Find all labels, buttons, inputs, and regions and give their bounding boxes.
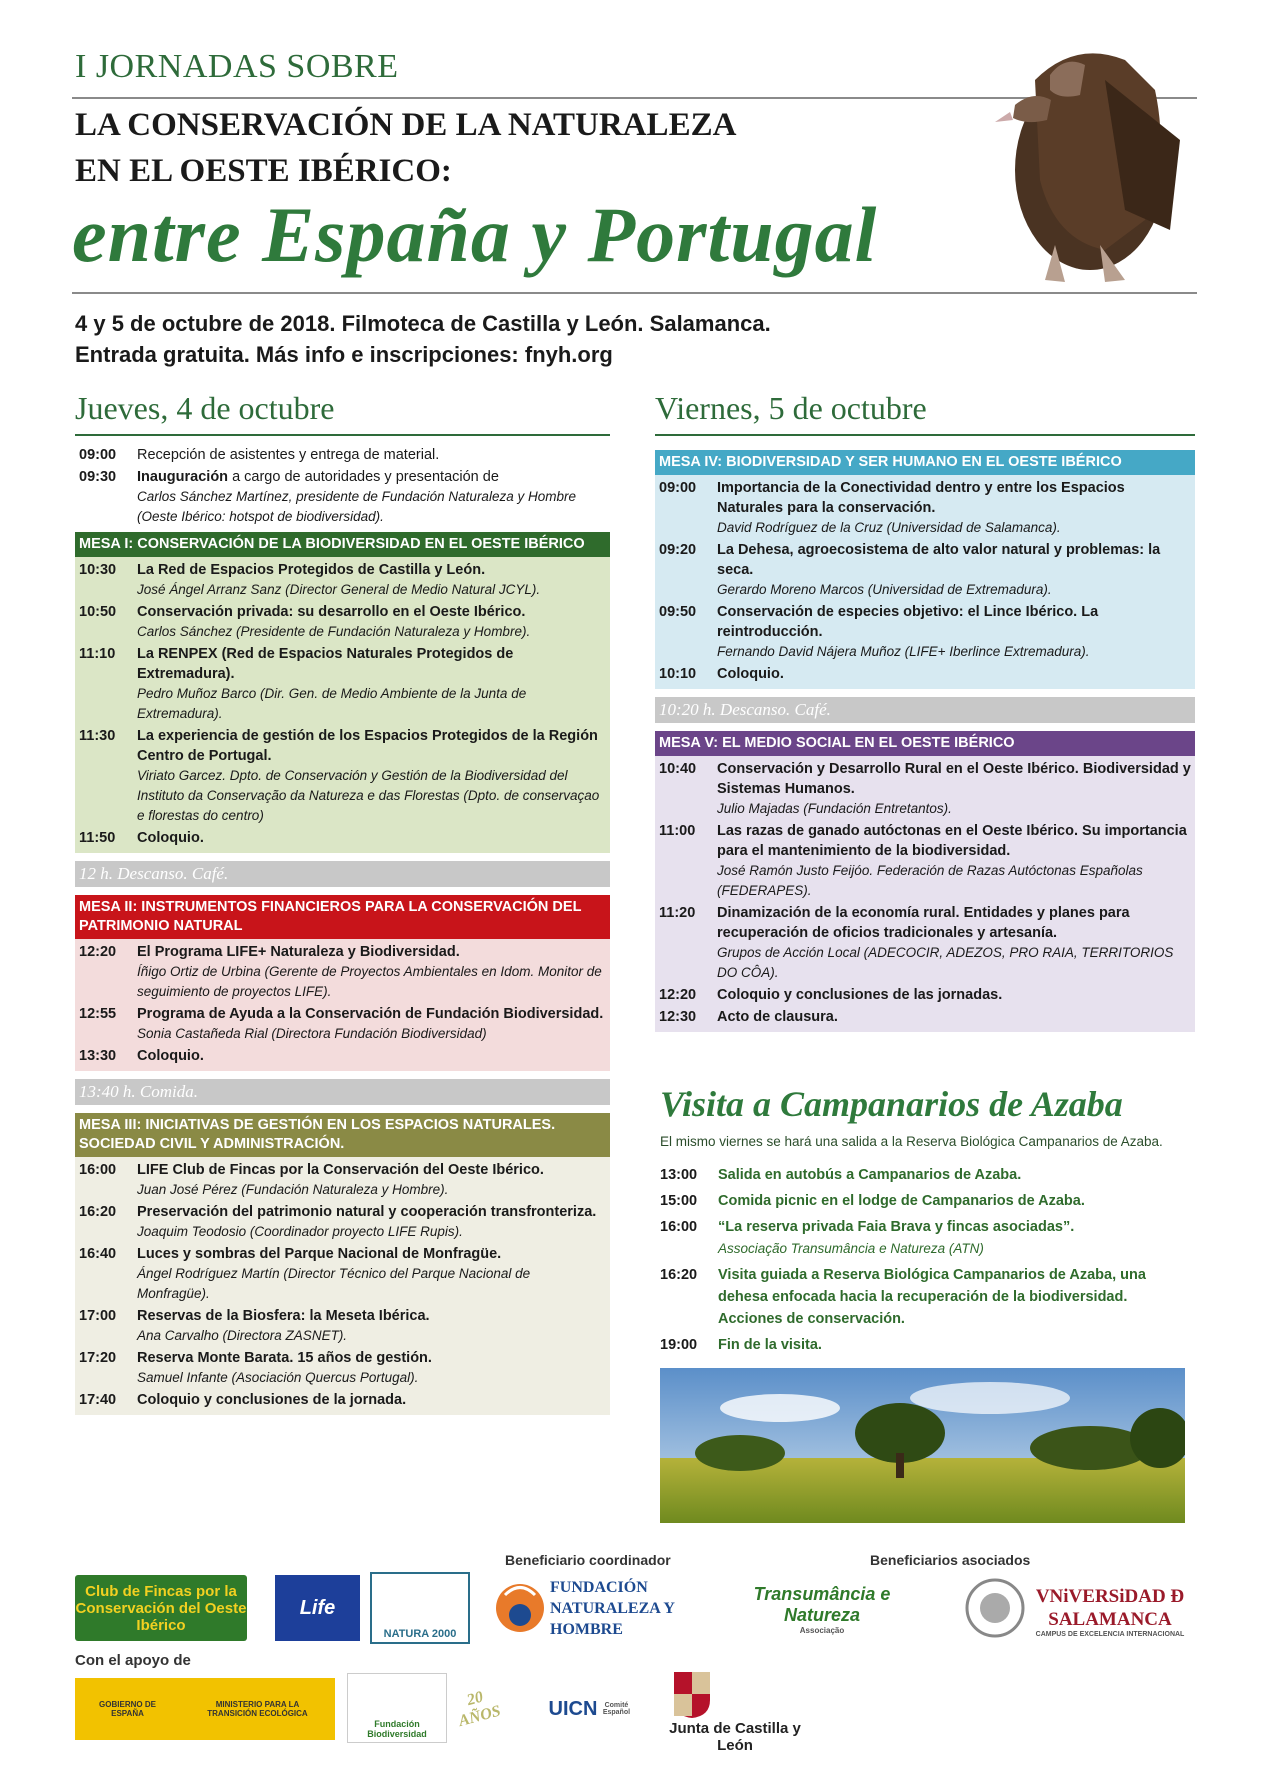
item-speaker: Sonia Castañeda Rial (Directora Fundación Biodiversidad) [137, 1026, 487, 1041]
item-title: Las razas de ganado autóctonas en el Oeste Ibérico. Su importancia para el mantenimiento de la biodiversidad. [717, 823, 1187, 859]
list-item [655, 820, 1195, 902]
item-time: 10:40 [659, 761, 697, 777]
list-item [75, 601, 610, 643]
item-time: 12:20 [79, 944, 117, 960]
list-item [660, 1162, 1195, 1188]
list-item [75, 643, 610, 725]
item-speaker: Joaquim Teodosio (Coordinador proyecto LIFE Rupis). [137, 1224, 463, 1239]
mesa-block [655, 756, 1195, 1032]
item-title: “La reserva privada Faia Brava y fincas asociadas”. [718, 1219, 1075, 1235]
item-speaker: Associação Transumância e Natureza (ATN) [718, 1241, 984, 1256]
break-banner: 10:20 h. Descanso. Café. [655, 697, 1195, 723]
visit-title: Visita a Campanarios de Azaba [660, 1084, 1123, 1124]
item-title: La Dehesa, agroecosistema de alto valor natural y problemas: la seca. [717, 542, 1161, 578]
list-item [660, 1188, 1195, 1214]
list-item [75, 1201, 610, 1243]
mesa-header: MESA II: INSTRUMENTOS FINANCIEROS PARA LA CONSERVACIÓN DEL PATRIMONIO NATURAL [75, 895, 610, 939]
item-title: Visita guiada a Reserva Biológica Campanarios de Azaba, una dehesa enfocada hacia la recuperación de la biodiversidad. Acciones de conservación. [718, 1267, 1146, 1327]
visit-list [660, 1162, 1195, 1358]
mesa-block [75, 939, 610, 1071]
item-title: Coloquio. [137, 1048, 204, 1064]
landscape-photo [660, 1368, 1185, 1523]
item-title: Coloquio y conclusiones de las jornadas. [717, 987, 1003, 1003]
list-item [660, 1332, 1195, 1358]
fundacion-biodiversidad-logo: Fundación Biodiversidad [347, 1673, 447, 1743]
item-title: Importancia de la Conectividad dentro y entre los Espacios Naturales para la conservación. [717, 480, 1125, 516]
item-title: La RENPEX (Red de Espacios Naturales Protegidos de Extremadura). [137, 646, 514, 682]
item-time: 09:00 [659, 480, 697, 496]
item-title: Acto de clausura. [717, 1009, 838, 1025]
item-title: Fin de la visita. [718, 1337, 822, 1353]
item-time: 09:50 [659, 604, 697, 620]
item-speaker: Íñigo Ortiz de Urbina (Gerente de Proyectos Ambientales en Idom. Monitor de seguimiento de proyectos LIFE). [137, 964, 602, 999]
list-item [660, 1262, 1195, 1332]
jcyl-shield-icon [672, 1670, 712, 1720]
list-item [655, 902, 1195, 984]
item-time: 16:20 [79, 1204, 117, 1220]
item-time: 17:40 [79, 1392, 117, 1408]
item-time: 13:30 [79, 1048, 117, 1064]
item-time: 16:00 [660, 1219, 698, 1235]
list-item [655, 984, 1195, 1006]
club-fincas-logo: Club de Fincas por la Conservación del Oeste Ibérico [75, 1575, 247, 1641]
item-time: 16:00 [79, 1162, 117, 1178]
item-time: 11:20 [659, 905, 696, 921]
list-item [75, 1159, 610, 1201]
item-speaker: Juan José Pérez (Fundación Naturaleza y Hombre). [137, 1182, 449, 1197]
item-speaker: Carlos Sánchez Martínez, presidente de Fundación Naturaleza y Hombre (Oeste Ibérico: hotspot de biodiversidad). [137, 489, 576, 524]
item-title: Conservación de especies objetivo: el Lince Ibérico. La reintroducción. [717, 604, 1099, 640]
item-speaker: José Ramón Justo Feijóo. Federación de Razas Autóctonas Españolas (FEDERAPES). [717, 863, 1143, 898]
item-title: Coloquio. [137, 830, 204, 846]
list-item [75, 1003, 610, 1045]
item-speaker: Viriato Garcez. Dpto. de Conservación y Gestión de la Biodiversidad del Instituto da Conservação da Natureza e das Florestas (Dpto. de conservaçao e florestas do centro) [137, 768, 600, 823]
list-item [655, 601, 1195, 663]
list-item [75, 1347, 610, 1389]
list-item [655, 1006, 1195, 1028]
ministry-name: MINISTERIO PARA LA TRANSICIÓN ECOLÓGICA [207, 1700, 308, 1718]
item-speaker: Ángel Rodríguez Martín (Director Técnico del Parque Nacional de Monfragüe). [137, 1266, 531, 1301]
item-time: 16:40 [79, 1246, 117, 1262]
item-speaker: David Rodríguez de la Cruz (Universidad de Salamanca). [717, 520, 1061, 535]
natura2000-logo: NATURA 2000 [370, 1572, 470, 1644]
atn-logo [722, 1573, 922, 1645]
usal-name: VNiVERSiDAD Đ SALAMANCA [1035, 1585, 1185, 1630]
mesa-header: MESA I: CONSERVACIÓN DE LA BIODIVERSIDAD EN EL OESTE IBÉRICO [75, 532, 610, 557]
20-years-badge: 20 AÑOS [456, 1688, 503, 1730]
title-line1: I JORNADAS SOBRE [75, 48, 399, 85]
item-speaker: Julio Majadas (Fundación Entretantos). [717, 801, 952, 816]
item-time: 16:20 [660, 1267, 698, 1283]
item-time: 15:00 [660, 1193, 698, 1209]
item-time: 09:30 [79, 469, 117, 485]
item-time: 11:10 [79, 646, 116, 662]
item-time: 10:50 [79, 604, 117, 620]
info-line1: 4 y 5 de octubre de 2018. Filmoteca de Castilla y León. Salamanca. [75, 311, 771, 336]
item-title: Salida en autobús a Campanarios de Azaba. [718, 1167, 1022, 1183]
usal-logo [1030, 1578, 1190, 1644]
list-item [75, 444, 610, 466]
item-title: Reserva Monte Barata. 15 años de gestión. [137, 1350, 432, 1366]
item-speaker: Ana Carvalho (Directora ZASNET). [137, 1328, 348, 1343]
item-title: La experiencia de gestión de los Espacios Protegidos de la Región Centro de Portugal. [137, 728, 598, 764]
list-item [75, 1243, 610, 1305]
item-title: Conservación privada: su desarrollo en el Oeste Ibérico. [137, 604, 526, 620]
visit-subtitle: El mismo viernes se hará una salida a la Reserva Biológica Campanarios de Azaba. [660, 1134, 1163, 1149]
item-title: El Programa LIFE+ Naturaleza y Biodiversidad. [137, 944, 460, 960]
break-banner: 12 h. Descanso. Café. [75, 861, 610, 887]
item-speaker: Pedro Muñoz Barco (Dir. Gen. de Medio Ambiente de la Junta de Extremadura). [137, 686, 527, 721]
atn-name: Transumância e Natureza [753, 1583, 891, 1625]
mesa-block [75, 557, 610, 853]
item-speaker: Fernando David Nájera Muñoz (LIFE+ Iberlince Extremadura). [717, 644, 1090, 659]
mesa-header: MESA III: INICIATIVAS DE GESTIÓN EN LOS ESPACIOS NATURALES. SOCIEDAD CIVIL Y ADMINISTRACIÓN. [75, 1113, 610, 1157]
list-item [75, 725, 610, 827]
item-time: 10:30 [79, 562, 117, 578]
item-speaker: Samuel Infante (Asociación Quercus Portugal). [137, 1370, 419, 1385]
item-time: 12:30 [659, 1009, 697, 1025]
item-speaker: Gerardo Moreno Marcos (Universidad de Extremadura). [717, 582, 1052, 597]
item-text: a cargo de autoridades y presentación de [228, 469, 499, 485]
list-item [655, 758, 1195, 820]
title-line2b: EN EL OESTE IBÉRICO: [75, 153, 452, 189]
coord-label: Beneficiario coordinador [505, 1552, 671, 1568]
item-title: Coloquio y conclusiones de la jornada. [137, 1392, 407, 1408]
uicn-sub: Comité Español [602, 1702, 631, 1716]
item-time: 09:20 [659, 542, 697, 558]
usal-sub: CAMPUS DE EXCELENCIA INTERNACIONAL [1035, 1630, 1185, 1638]
item-title: Luces y sombras del Parque Nacional de Monfragüe. [137, 1246, 502, 1262]
item-time: 09:00 [79, 447, 117, 463]
assoc-label: Beneficiarios asociados [870, 1552, 1031, 1568]
item-time: 13:00 [660, 1167, 698, 1183]
item-time: 11:30 [79, 728, 116, 744]
fnyh-emblem-icon [495, 1575, 545, 1641]
item-time: 11:50 [79, 830, 116, 846]
item-title: Conservación y Desarrollo Rural en el Oeste Ibérico. Biodiversidad y Sistemas Humanos. [717, 761, 1191, 797]
item-time: 10:10 [659, 666, 697, 682]
fnyh-logo: FUNDACIÓN NATURALEZA Y HOMBRE [550, 1578, 675, 1638]
opening-block [75, 442, 610, 532]
item-time: 12:55 [79, 1006, 117, 1022]
friday-column [655, 390, 1195, 1032]
list-item [655, 477, 1195, 539]
vulture-image [955, 20, 1195, 290]
item-text: Recepción de asistentes y entrega de material. [137, 447, 440, 463]
break-banner: 13:40 h. Comida. [75, 1079, 610, 1105]
mesa-header: MESA V: EL MEDIO SOCIAL EN EL OESTE IBÉRICO [655, 731, 1195, 756]
item-title: LIFE Club de Fincas por la Conservación del Oeste Ibérico. [137, 1162, 544, 1178]
item-title: Comida picnic en el lodge de Campanarios de Azaba. [718, 1193, 1085, 1209]
item-time: 12:20 [659, 987, 697, 1003]
list-item [75, 941, 610, 1003]
item-title: Inauguración [137, 469, 229, 485]
list-item [75, 559, 610, 601]
item-speaker: Grupos de Acción Local (ADECOCIR, ADEZOS, PRO RAIA, TERRITORIOS DO CÔA). [717, 945, 1174, 980]
life-logo: Life [275, 1575, 360, 1641]
item-title: Coloquio. [717, 666, 784, 682]
list-item [660, 1214, 1195, 1262]
list-item [75, 1389, 610, 1411]
gobierno-logo [75, 1678, 335, 1740]
mesa-header: MESA IV: BIODIVERSIDAD Y SER HUMANO EN EL OESTE IBÉRICO [655, 450, 1195, 475]
list-item [655, 539, 1195, 601]
day-title: Jueves, 4 de octubre [75, 390, 610, 436]
jcyl-logo: Junta de Castilla y León [669, 1720, 801, 1754]
item-time: 17:00 [79, 1308, 117, 1324]
list-item [75, 1305, 610, 1347]
title-main [75, 102, 736, 194]
uicn-logo [535, 1683, 645, 1735]
info-line2: Entrada gratuita. Más info e inscripciones: fnyh.org [75, 342, 613, 367]
item-time: 17:20 [79, 1350, 117, 1366]
item-speaker: José Ángel Arranz Sanz (Director General de Medio Natural JCYL). [137, 582, 541, 597]
item-title: La Red de Espacios Protegidos de Castilla y León. [137, 562, 486, 578]
item-speaker: Carlos Sánchez (Presidente de Fundación Naturaleza y Hombre). [137, 624, 531, 639]
item-title: Preservación del patrimonio natural y cooperación transfronteriza. [137, 1204, 597, 1220]
item-title: Reservas de la Biosfera: la Meseta Ibérica. [137, 1308, 430, 1324]
item-title: Programa de Ayuda a la Conservación de Fundación Biodiversidad. [137, 1006, 604, 1022]
atn-sub: Associação [799, 1625, 845, 1635]
item-title: Dinamización de la economía rural. Entidades y planes para recuperación de oficios tradicionales y artesanía. [717, 905, 1130, 941]
usal-seal-icon [965, 1573, 1025, 1643]
uicn-name: UICN [548, 1697, 598, 1720]
mesa-block [75, 1157, 610, 1415]
mesa-block [655, 475, 1195, 689]
list-item [75, 1045, 610, 1067]
day-title: Viernes, 5 de octubre [655, 390, 1195, 436]
divider [72, 292, 1197, 294]
item-time: 11:00 [659, 823, 696, 839]
thursday-column [75, 390, 610, 1415]
list-item [655, 663, 1195, 685]
event-info [75, 308, 771, 370]
title-script: entre España y Portugal [72, 191, 878, 278]
item-time: 19:00 [660, 1337, 698, 1353]
list-item [75, 466, 610, 528]
support-label: Con el apoyo de [75, 1652, 191, 1669]
list-item [75, 827, 610, 849]
title-line2a: LA CONSERVACIÓN DE LA NATURALEZA [75, 107, 737, 143]
gob-name: GOBIERNO DE ESPAÑA [99, 1700, 156, 1718]
